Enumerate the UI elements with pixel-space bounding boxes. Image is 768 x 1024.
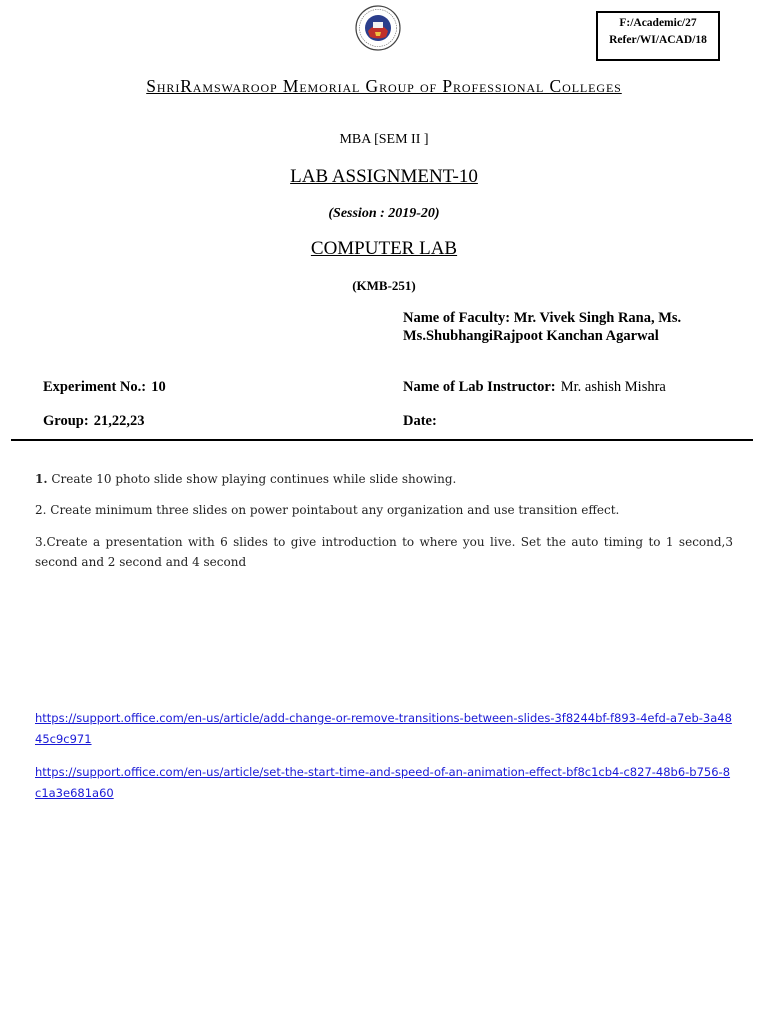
date-info [403,410,437,430]
reference-link-transitions[interactable]: https://support.office.com/en-us/article/add-change-or-remove-transitions-between-slides-3f8244bf-f893-4efd-a7eb-3a4845c9c971 [35,711,732,746]
date-label: Date: [403,413,437,429]
reference-line-2: Refer/WI/ACAD/18 [609,34,707,46]
assignment-title: LAB ASSIGNMENT-10 [290,166,478,187]
subject-title: COMPUTER LAB [310,238,458,259]
document-reference-box [596,11,720,61]
experiment-number [43,376,166,396]
reference-link-animation-timing[interactable]: https://support.office.com/en-us/article/set-the-start-time-and-speed-of-an-animation-effect-bf8c1cb4-c827-48b6-b756-8c1a3e681a60 [35,765,731,800]
experiment-label: Experiment No.: [43,379,147,395]
reference-line-1: F:/Academic/27 [619,17,697,29]
instructor-value: Mr. ashish Mishra [560,379,666,395]
instructor-label: Name of Lab Instructor: [403,379,556,395]
session-label: (Session : 2019-20) [328,206,440,221]
faculty-value-line-2: Ms.ShubhangiRajpoot Kanchan Agarwal [403,328,659,344]
organization-name: ShriRamswaroop Memorial Group of Professional Colleges [146,76,622,96]
faculty-info [403,309,753,345]
college-seal-icon [355,5,401,51]
task-item: 3.Create a presentation with 6 slides to give introduction to where you live. Set the auto timing to 1 second,3 second and 2 second and 4 second [35,535,733,569]
task-number: 1. [35,472,48,486]
task-item: 2. Create minimum three slides on power pointabout any organization and use transition effect. [35,503,620,517]
experiment-value: 10 [151,379,166,395]
lab-instructor [403,376,666,396]
task-text: Create 10 photo slide show playing continues while slide showing. [51,472,457,486]
group-value: 21,22,23 [93,413,145,429]
task-item [35,469,733,489]
header-divider [11,439,753,441]
subject-code: (KMB-251) [352,278,416,293]
program-label: MBA [SEM II ] [339,132,429,147]
faculty-value-line-1: Mr. Vivek Singh Rana, Ms. [513,310,682,326]
group-label: Group: [43,413,89,429]
faculty-label: Name of Faculty: [403,310,511,326]
group-info [43,410,145,430]
